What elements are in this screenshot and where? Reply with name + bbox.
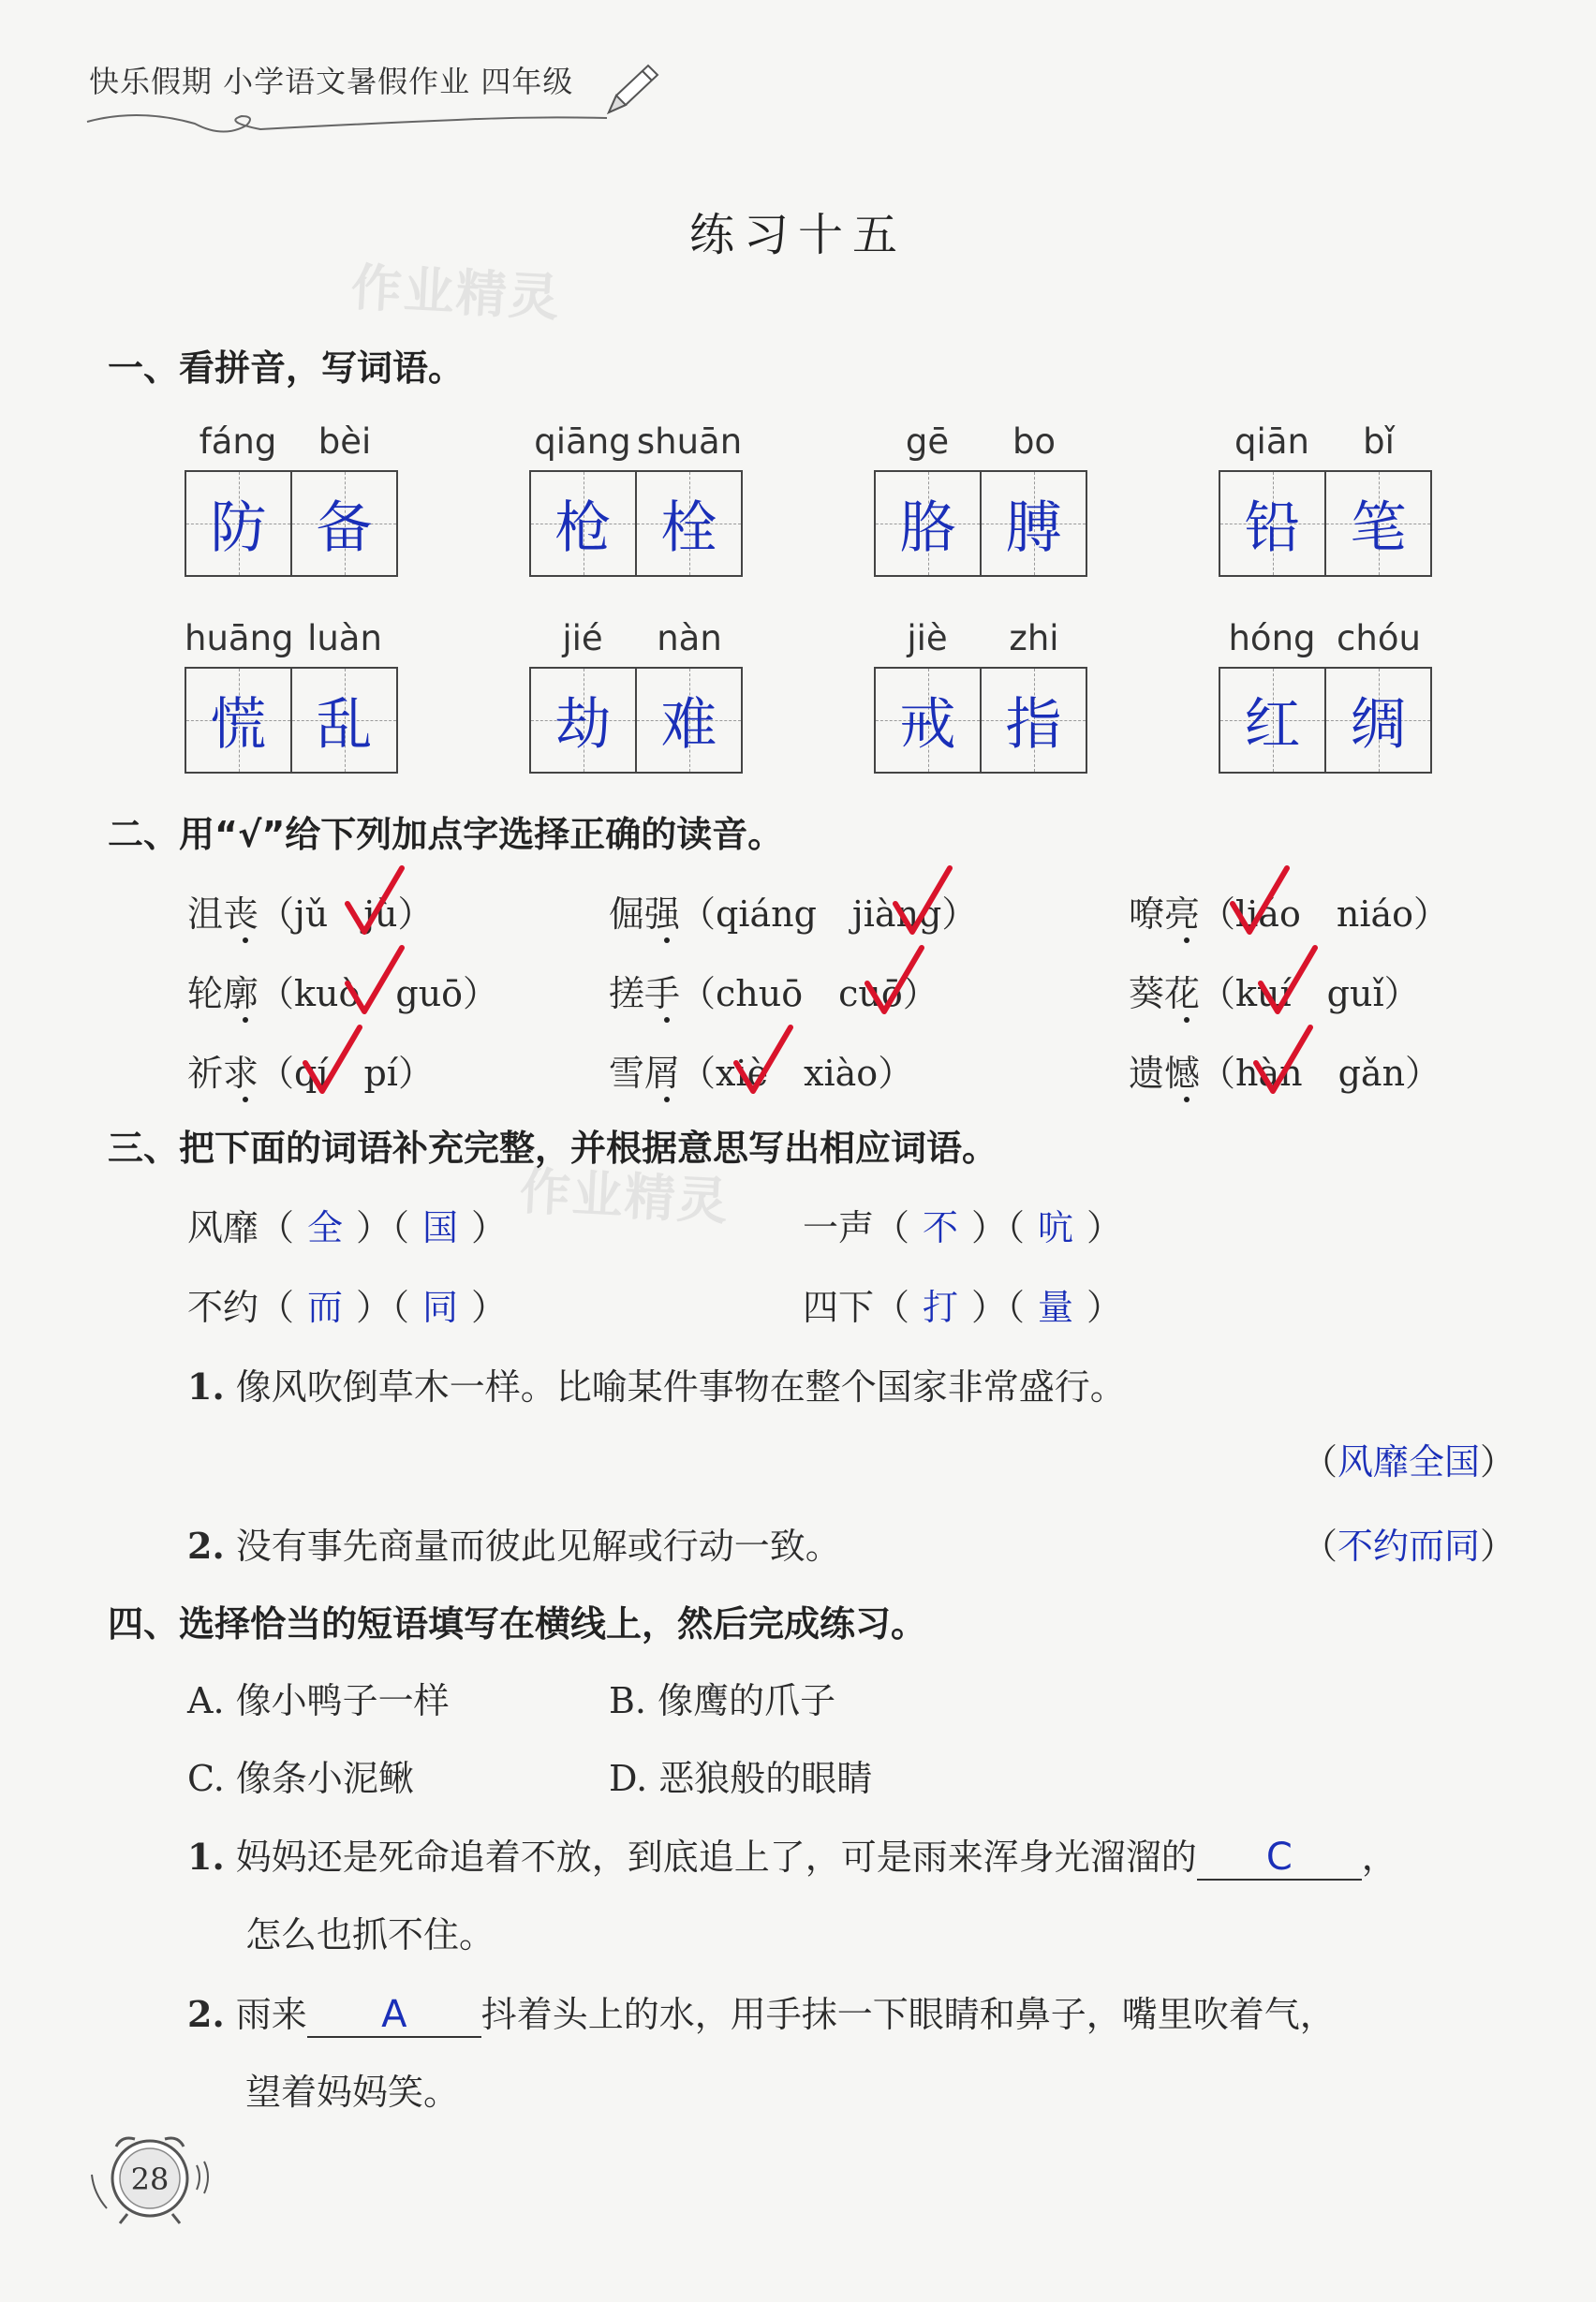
s3-question-2: 2. 没有事先商量而彼此见解或行动一致。 bbox=[187, 1525, 841, 1567]
pronunciation-item: 倔强（qiáng jiàng） bbox=[609, 893, 978, 935]
character-box bbox=[874, 470, 1087, 577]
pinyin-label: qiān bǐ bbox=[1234, 421, 1395, 462]
idiom-text: 不约（ bbox=[187, 1287, 295, 1328]
check-mark-icon bbox=[342, 944, 407, 1019]
emphasis-dot bbox=[1184, 1017, 1190, 1023]
idiom-item bbox=[187, 1199, 507, 1250]
emphasis-dot bbox=[243, 937, 248, 943]
section1-heading: 一、看拼音，写词语。 bbox=[108, 347, 465, 389]
character-box bbox=[185, 470, 398, 577]
s4-question-1-cont: 怎么也抓不住。 bbox=[245, 1914, 495, 1955]
pinyin-label: huāng luàn bbox=[185, 618, 382, 658]
header-underline-swoosh bbox=[82, 103, 607, 140]
idiom-text: ）（ bbox=[971, 1207, 1026, 1248]
idiom-item bbox=[803, 1199, 1122, 1250]
character-cell[interactable]: 铅 bbox=[1220, 472, 1324, 575]
option-a: A. 像小鸭子一样 bbox=[187, 1680, 450, 1721]
character-cell[interactable]: 戒 bbox=[876, 669, 980, 772]
check-mark-icon bbox=[1227, 864, 1293, 939]
check-mark-icon bbox=[1250, 1024, 1316, 1099]
answer-text: 风靡全国 bbox=[1337, 1441, 1481, 1483]
character-cell[interactable]: 栓 bbox=[635, 472, 741, 575]
check-mark-icon bbox=[342, 864, 407, 939]
pronunciation-item: 沮丧（jǔ jù） bbox=[187, 893, 434, 935]
pinyin-label: fáng bèi bbox=[199, 421, 372, 462]
emphasis-dot bbox=[664, 1017, 670, 1023]
idiom-answer[interactable]: 打 bbox=[923, 1287, 959, 1328]
character-cell[interactable]: 笔 bbox=[1324, 472, 1430, 575]
character-cell[interactable]: 绸 bbox=[1324, 669, 1430, 772]
s4-question-2: 2. 雨来 A 抖着头上的水，用手抹一下眼睛和鼻子，嘴里吹着气， bbox=[187, 1993, 1336, 2036]
pronunciation-item: 搓手（chuō cuō） bbox=[609, 973, 938, 1014]
pronunciation-item: 雪屑（xiè xiào） bbox=[609, 1053, 914, 1094]
idiom-answer[interactable]: 不 bbox=[923, 1207, 959, 1248]
character-cell[interactable]: 膊 bbox=[980, 472, 1086, 575]
fill-blank[interactable]: A bbox=[307, 1993, 481, 2038]
page-number: 28 bbox=[130, 2162, 170, 2197]
s3-question-1: 1. 像风吹倒草木一样。比喻某件事物在整个国家非常盛行。 bbox=[187, 1365, 1126, 1408]
watermark: 作业精灵 bbox=[518, 1161, 732, 1232]
answer-text: 不约而同 bbox=[1337, 1526, 1481, 1567]
s3-answer-1: （风靡全国） bbox=[1302, 1441, 1516, 1483]
pinyin-label: hóng chóu bbox=[1228, 618, 1421, 658]
check-mark-icon bbox=[862, 944, 927, 1019]
s3-answer-2: （不约而同） bbox=[1302, 1526, 1516, 1567]
emphasis-dot bbox=[243, 1097, 248, 1102]
idiom-text: 风靡（ bbox=[187, 1207, 295, 1248]
idiom-text: ） bbox=[1086, 1207, 1123, 1248]
option-d: D. 恶狼般的眼睛 bbox=[609, 1758, 873, 1799]
idiom-answer[interactable]: 吭 bbox=[1038, 1207, 1074, 1248]
pronunciation-item: 轮廓（kuò guō） bbox=[187, 973, 499, 1014]
idiom-text: ）（ bbox=[356, 1287, 410, 1328]
idiom-text: 四下（ bbox=[803, 1287, 910, 1328]
idiom-text: ）（ bbox=[971, 1287, 1026, 1328]
pronunciation-item: 嘹亮（liáo niáo） bbox=[1129, 893, 1450, 935]
character-cell[interactable]: 慌 bbox=[186, 669, 290, 772]
pinyin-label: jié nàn bbox=[562, 618, 722, 658]
idiom-answer[interactable]: 同 bbox=[422, 1287, 459, 1328]
pinyin-label: gē bo bbox=[905, 421, 1057, 462]
s4-question-1: 1. 妈妈还是死命追着不放，到底追上了，可是雨来浑身光溜溜的 C ， bbox=[187, 1836, 1397, 1879]
character-box bbox=[1219, 470, 1432, 577]
page-title: 练习十五 bbox=[688, 209, 907, 261]
character-cell[interactable]: 红 bbox=[1220, 669, 1324, 772]
pronunciation-item: 葵花（kuí guǐ） bbox=[1129, 973, 1420, 1014]
pinyin-label: jiè zhi bbox=[907, 618, 1059, 658]
option-b: B. 像鹰的爪子 bbox=[609, 1680, 836, 1721]
check-mark-icon bbox=[1255, 944, 1321, 1019]
s4-question-2-cont: 望着妈妈笑。 bbox=[245, 2072, 460, 2113]
character-cell[interactable]: 指 bbox=[980, 669, 1086, 772]
watermark: 作业精灵 bbox=[349, 258, 563, 328]
character-box bbox=[529, 470, 743, 577]
section3-heading: 三、把下面的词语补充完整，并根据意思写出相应词语。 bbox=[108, 1128, 998, 1169]
character-cell[interactable]: 枪 bbox=[531, 472, 635, 575]
check-mark-icon bbox=[300, 1024, 365, 1099]
idiom-item bbox=[803, 1278, 1122, 1330]
idiom-answer[interactable]: 全 bbox=[307, 1207, 344, 1248]
emphasis-dot bbox=[664, 1097, 670, 1102]
pronunciation-item: 祈求（qí pí） bbox=[187, 1053, 434, 1094]
fill-blank[interactable]: C bbox=[1197, 1836, 1362, 1881]
idiom-text: ）（ bbox=[356, 1207, 410, 1248]
character-box bbox=[874, 667, 1087, 774]
character-cell[interactable]: 乱 bbox=[290, 669, 396, 772]
idiom-item bbox=[187, 1278, 507, 1330]
book-header: 快乐假期 小学语文暑假作业 四年级 bbox=[89, 64, 574, 99]
emphasis-dot bbox=[1184, 937, 1190, 943]
idiom-text: ） bbox=[1086, 1287, 1123, 1328]
character-cell[interactable]: 备 bbox=[290, 472, 396, 575]
pronunciation-item: 遗憾（hàn gǎn） bbox=[1129, 1053, 1441, 1094]
idiom-answer[interactable]: 而 bbox=[307, 1287, 344, 1328]
character-cell[interactable]: 劫 bbox=[531, 669, 635, 772]
check-mark-icon bbox=[731, 1024, 796, 1099]
emphasis-dot bbox=[243, 1017, 248, 1023]
check-mark-icon bbox=[890, 864, 955, 939]
option-c: C. 像条小泥鳅 bbox=[187, 1758, 414, 1799]
section2-heading: 二、用“√”给下列加点字选择正确的读音。 bbox=[108, 814, 784, 855]
character-cell[interactable]: 胳 bbox=[876, 472, 980, 575]
character-cell[interactable]: 防 bbox=[186, 472, 290, 575]
character-box bbox=[529, 667, 743, 774]
character-cell[interactable]: 难 bbox=[635, 669, 741, 772]
section4-heading: 四、选择恰当的短语填写在横线上，然后完成练习。 bbox=[108, 1603, 927, 1645]
pinyin-label: qiāng shuān bbox=[534, 421, 743, 462]
emphasis-dot bbox=[664, 937, 670, 943]
idiom-answer[interactable]: 量 bbox=[1038, 1287, 1074, 1328]
idiom-text: 一声（ bbox=[803, 1207, 910, 1248]
idiom-answer[interactable]: 国 bbox=[422, 1207, 459, 1248]
emphasis-dot bbox=[1184, 1097, 1190, 1102]
character-box bbox=[185, 667, 398, 774]
pencil-icon bbox=[599, 58, 665, 124]
character-box bbox=[1219, 667, 1432, 774]
idiom-text: ） bbox=[471, 1287, 508, 1328]
idiom-text: ） bbox=[471, 1207, 508, 1248]
